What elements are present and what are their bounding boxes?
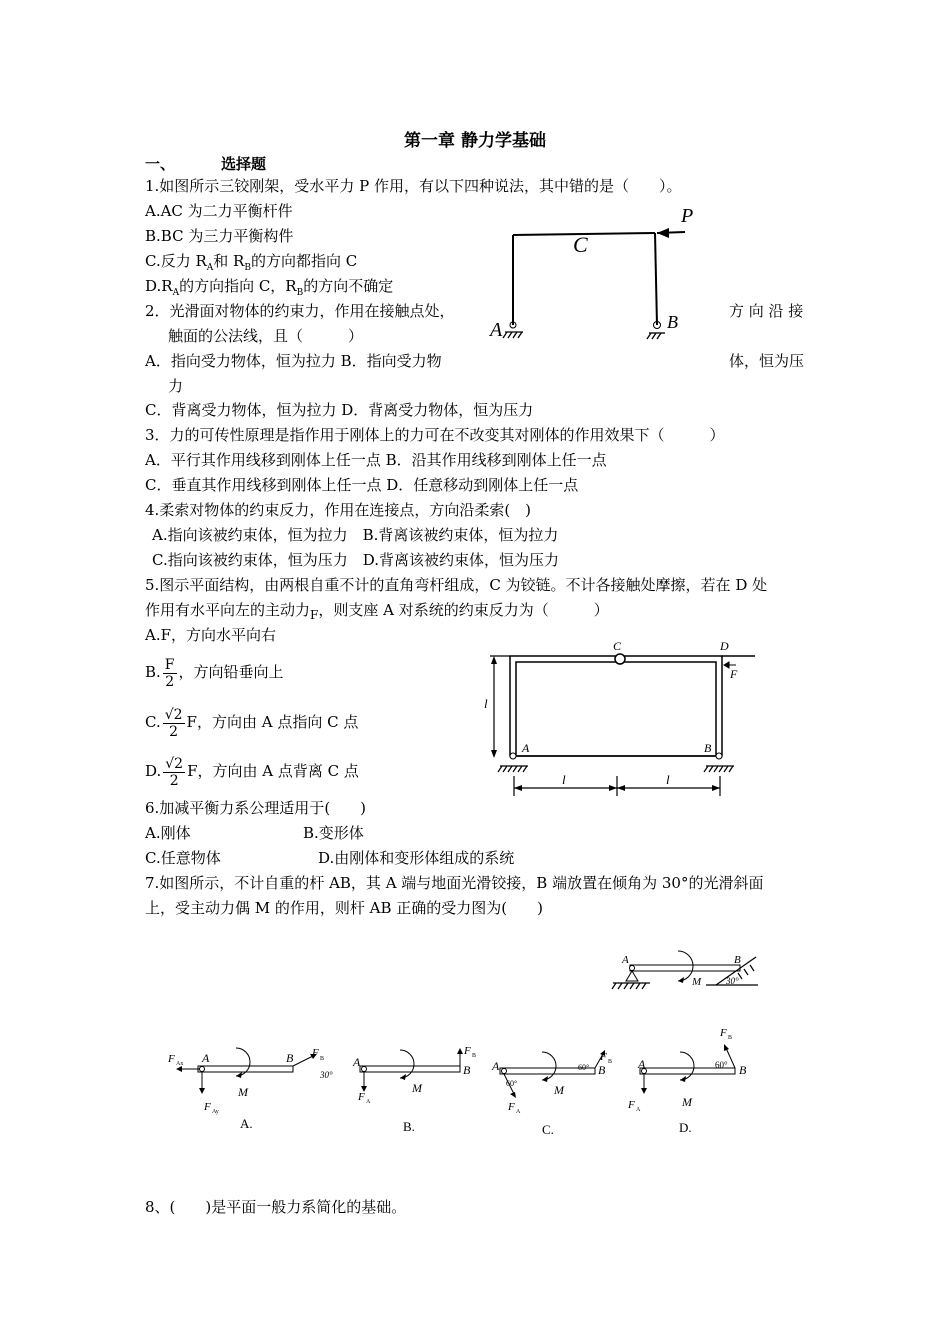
svg-text:F: F xyxy=(508,1101,515,1113)
q2-line3-left: A．指向受力物体，恒为拉力 B．指向受力物 xyxy=(145,352,442,370)
q1-option-d: $D.R_A$的方向指向 C，$R_B$的方向不确定 xyxy=(145,277,394,298)
option-b-label: B. xyxy=(403,1119,415,1134)
svg-text:B: B xyxy=(472,1053,477,1059)
svg-text:F: F xyxy=(720,1027,727,1039)
svg-text:B: B xyxy=(739,1063,747,1077)
q5-line1: 5.图示平面结构，由两根自重不计的直角弯杆组成，C 为铰链。不计各接触处摩擦，若在 D 处 xyxy=(145,576,768,594)
svg-text:F: F xyxy=(600,1051,607,1063)
q2-line1-right: 方 向 沿 接 xyxy=(729,302,804,320)
q1-three-hinged-frame-figure xyxy=(485,200,725,345)
label-b: B xyxy=(667,312,678,332)
q5-option-c: C. $\frac{√2}{2}$ F，方向由 A 点指向 C 点 xyxy=(145,706,359,740)
q5-option-b: B. $\frac{F}{2}$ ，方向铅垂向上 xyxy=(145,656,284,690)
section-label: 选择题 xyxy=(221,155,267,173)
option-a-diagram xyxy=(167,1047,333,1131)
svg-text:A: A xyxy=(366,1099,371,1105)
p-arrow-icon xyxy=(657,228,669,238)
option-b-diagram xyxy=(352,1045,476,1134)
svg-text:M: M xyxy=(412,1081,422,1095)
svg-text:F: F xyxy=(358,1091,365,1103)
chapter-title: 第一章 静力学基础 xyxy=(404,131,546,151)
label-l-vertical: l xyxy=(484,696,488,711)
label-d: D xyxy=(720,639,729,653)
label-a: A xyxy=(490,319,503,341)
section-heading xyxy=(145,153,266,174)
q6-option-d: D.由刚体和变形体组成的系统 xyxy=(318,849,515,867)
q4-stem: 4.柔索对物体的约束反力，作用在连接点，方向沿柔索( ) xyxy=(145,501,532,519)
q1-option-b: B.BC 为三力平衡构件 xyxy=(145,227,294,245)
label-c: C xyxy=(573,232,588,257)
svg-text:30°: 30° xyxy=(320,1070,333,1080)
svg-text:F: F xyxy=(628,1099,635,1111)
q7-bar-on-incline-figure xyxy=(608,945,768,1000)
q2-line1-left: 2．光滑面对物体的约束力，作用在接触点处， xyxy=(145,302,455,320)
svg-text:B: B xyxy=(320,1056,325,1062)
svg-text:60°: 60° xyxy=(578,1063,590,1072)
svg-text:B: B xyxy=(598,1063,606,1077)
svg-text:B: B xyxy=(286,1051,294,1065)
svg-text:A: A xyxy=(353,1055,361,1069)
label-c: C xyxy=(613,639,622,653)
svg-text:A: A xyxy=(202,1051,210,1065)
option-d-diagram xyxy=(627,1027,747,1135)
svg-text:Ay: Ay xyxy=(212,1109,219,1115)
svg-text:A: A xyxy=(638,1057,646,1071)
q5-option-a: A.F，方向水平向右 xyxy=(145,626,277,644)
svg-text:M: M xyxy=(238,1085,248,1099)
q7-line2: 上，受主动力偶 M 的作用，则杆 AB 正确的受力图为( ) xyxy=(145,899,543,917)
q5-option-d: D. $\frac{√2}{2}$ F，方向由 A 点背离 C 点 xyxy=(145,755,359,789)
label-b: B xyxy=(734,954,741,966)
q2-line2: 触面的公法线，且（ ） xyxy=(168,327,364,345)
q5-frame-figure xyxy=(480,636,770,806)
q7-answer-options-figure xyxy=(160,1018,760,1143)
svg-text:Ax: Ax xyxy=(176,1061,184,1067)
svg-text:F: F xyxy=(168,1053,175,1065)
q2-line4: 力 xyxy=(168,377,184,395)
svg-text:B: B xyxy=(608,1059,613,1065)
option-c-diagram xyxy=(491,1050,612,1137)
q6-option-c: C.任意物体 xyxy=(145,849,221,867)
label-b: B xyxy=(704,741,712,755)
svg-text:60°: 60° xyxy=(715,1060,728,1070)
label-m: M xyxy=(692,976,702,988)
option-d-label: D. xyxy=(679,1120,692,1135)
svg-text:M: M xyxy=(682,1095,692,1109)
svg-text:B: B xyxy=(728,1035,733,1041)
svg-text:F: F xyxy=(312,1047,319,1059)
q2-line5: C．背离受力物体，恒为拉力 D．背离受力物体，恒为压力 xyxy=(145,401,534,419)
q1-option-c: C.反力 $R_A$和 $R_B$的方向都指向 C xyxy=(145,252,358,273)
label-f: F xyxy=(730,667,738,681)
q3-stem: 3．力的可传性原理是指作用于刚体上的力可在不改变其对刚体的作用效果下（ ） xyxy=(145,426,725,444)
svg-text:60°: 60° xyxy=(506,1079,518,1088)
q4-options-ab: A.指向该被约束体，恒为拉力 B.背离该被约束体，恒为拉力 xyxy=(152,526,559,544)
svg-text:A: A xyxy=(492,1059,500,1073)
svg-text:A: A xyxy=(516,1109,521,1115)
svg-text:F: F xyxy=(464,1045,471,1057)
svg-text:A: A xyxy=(636,1107,641,1113)
label-l-left: l xyxy=(562,772,566,787)
svg-text:B: B xyxy=(463,1063,471,1077)
q1-option-a: A.AC 为二力平衡杆件 xyxy=(145,202,293,220)
option-a-label: A. xyxy=(240,1116,253,1131)
label-a: A xyxy=(522,741,530,755)
svg-text:M: M xyxy=(554,1083,564,1097)
label-a: A xyxy=(622,954,629,966)
q6-stem: 6.加减平衡力系公理适用于( ) xyxy=(145,799,367,817)
section-number: 一、 xyxy=(145,155,176,173)
q3-options-ab: A．平行其作用线移到刚体上任一点 B．沿其作用线移到刚体上任一点 xyxy=(145,451,607,469)
q3-options-cd: C．垂直其作用线移到刚体上任一点 D．任意移动到刚体上任一点 xyxy=(145,476,579,494)
q2-line3-right: 体，恒为压 xyxy=(729,352,805,370)
svg-text:F: F xyxy=(204,1101,211,1113)
q1-stem: 1.如图所示三铰刚架，受水平力 P 作用，有以下四种说法，其中错的是（ ）。 xyxy=(145,177,682,195)
q6-option-a: A.刚体 xyxy=(145,824,191,842)
label-l-right: l xyxy=(666,772,670,787)
label-p: P xyxy=(681,205,694,227)
q4-options-cd: C.指向该被约束体，恒为压力 D.背离该被约束体，恒为压力 xyxy=(152,551,559,569)
q5-line2: 作用有水平向左的主动力$_F$，则支座 A 对系统的约束反力为（ ） xyxy=(145,601,609,622)
label-angle: 30° xyxy=(726,976,739,986)
option-c-label: C. xyxy=(542,1122,554,1137)
q7-line1: 7.如图所示，不计自重的杆 AB，其 A 端与地面光滑铰接，B 端放置在倾角为 30°的光滑斜面 xyxy=(145,874,764,892)
q8-stem: 8、( )是平面一般力系简化的基础。 xyxy=(145,1198,407,1216)
q6-option-b: B.变形体 xyxy=(303,824,364,842)
